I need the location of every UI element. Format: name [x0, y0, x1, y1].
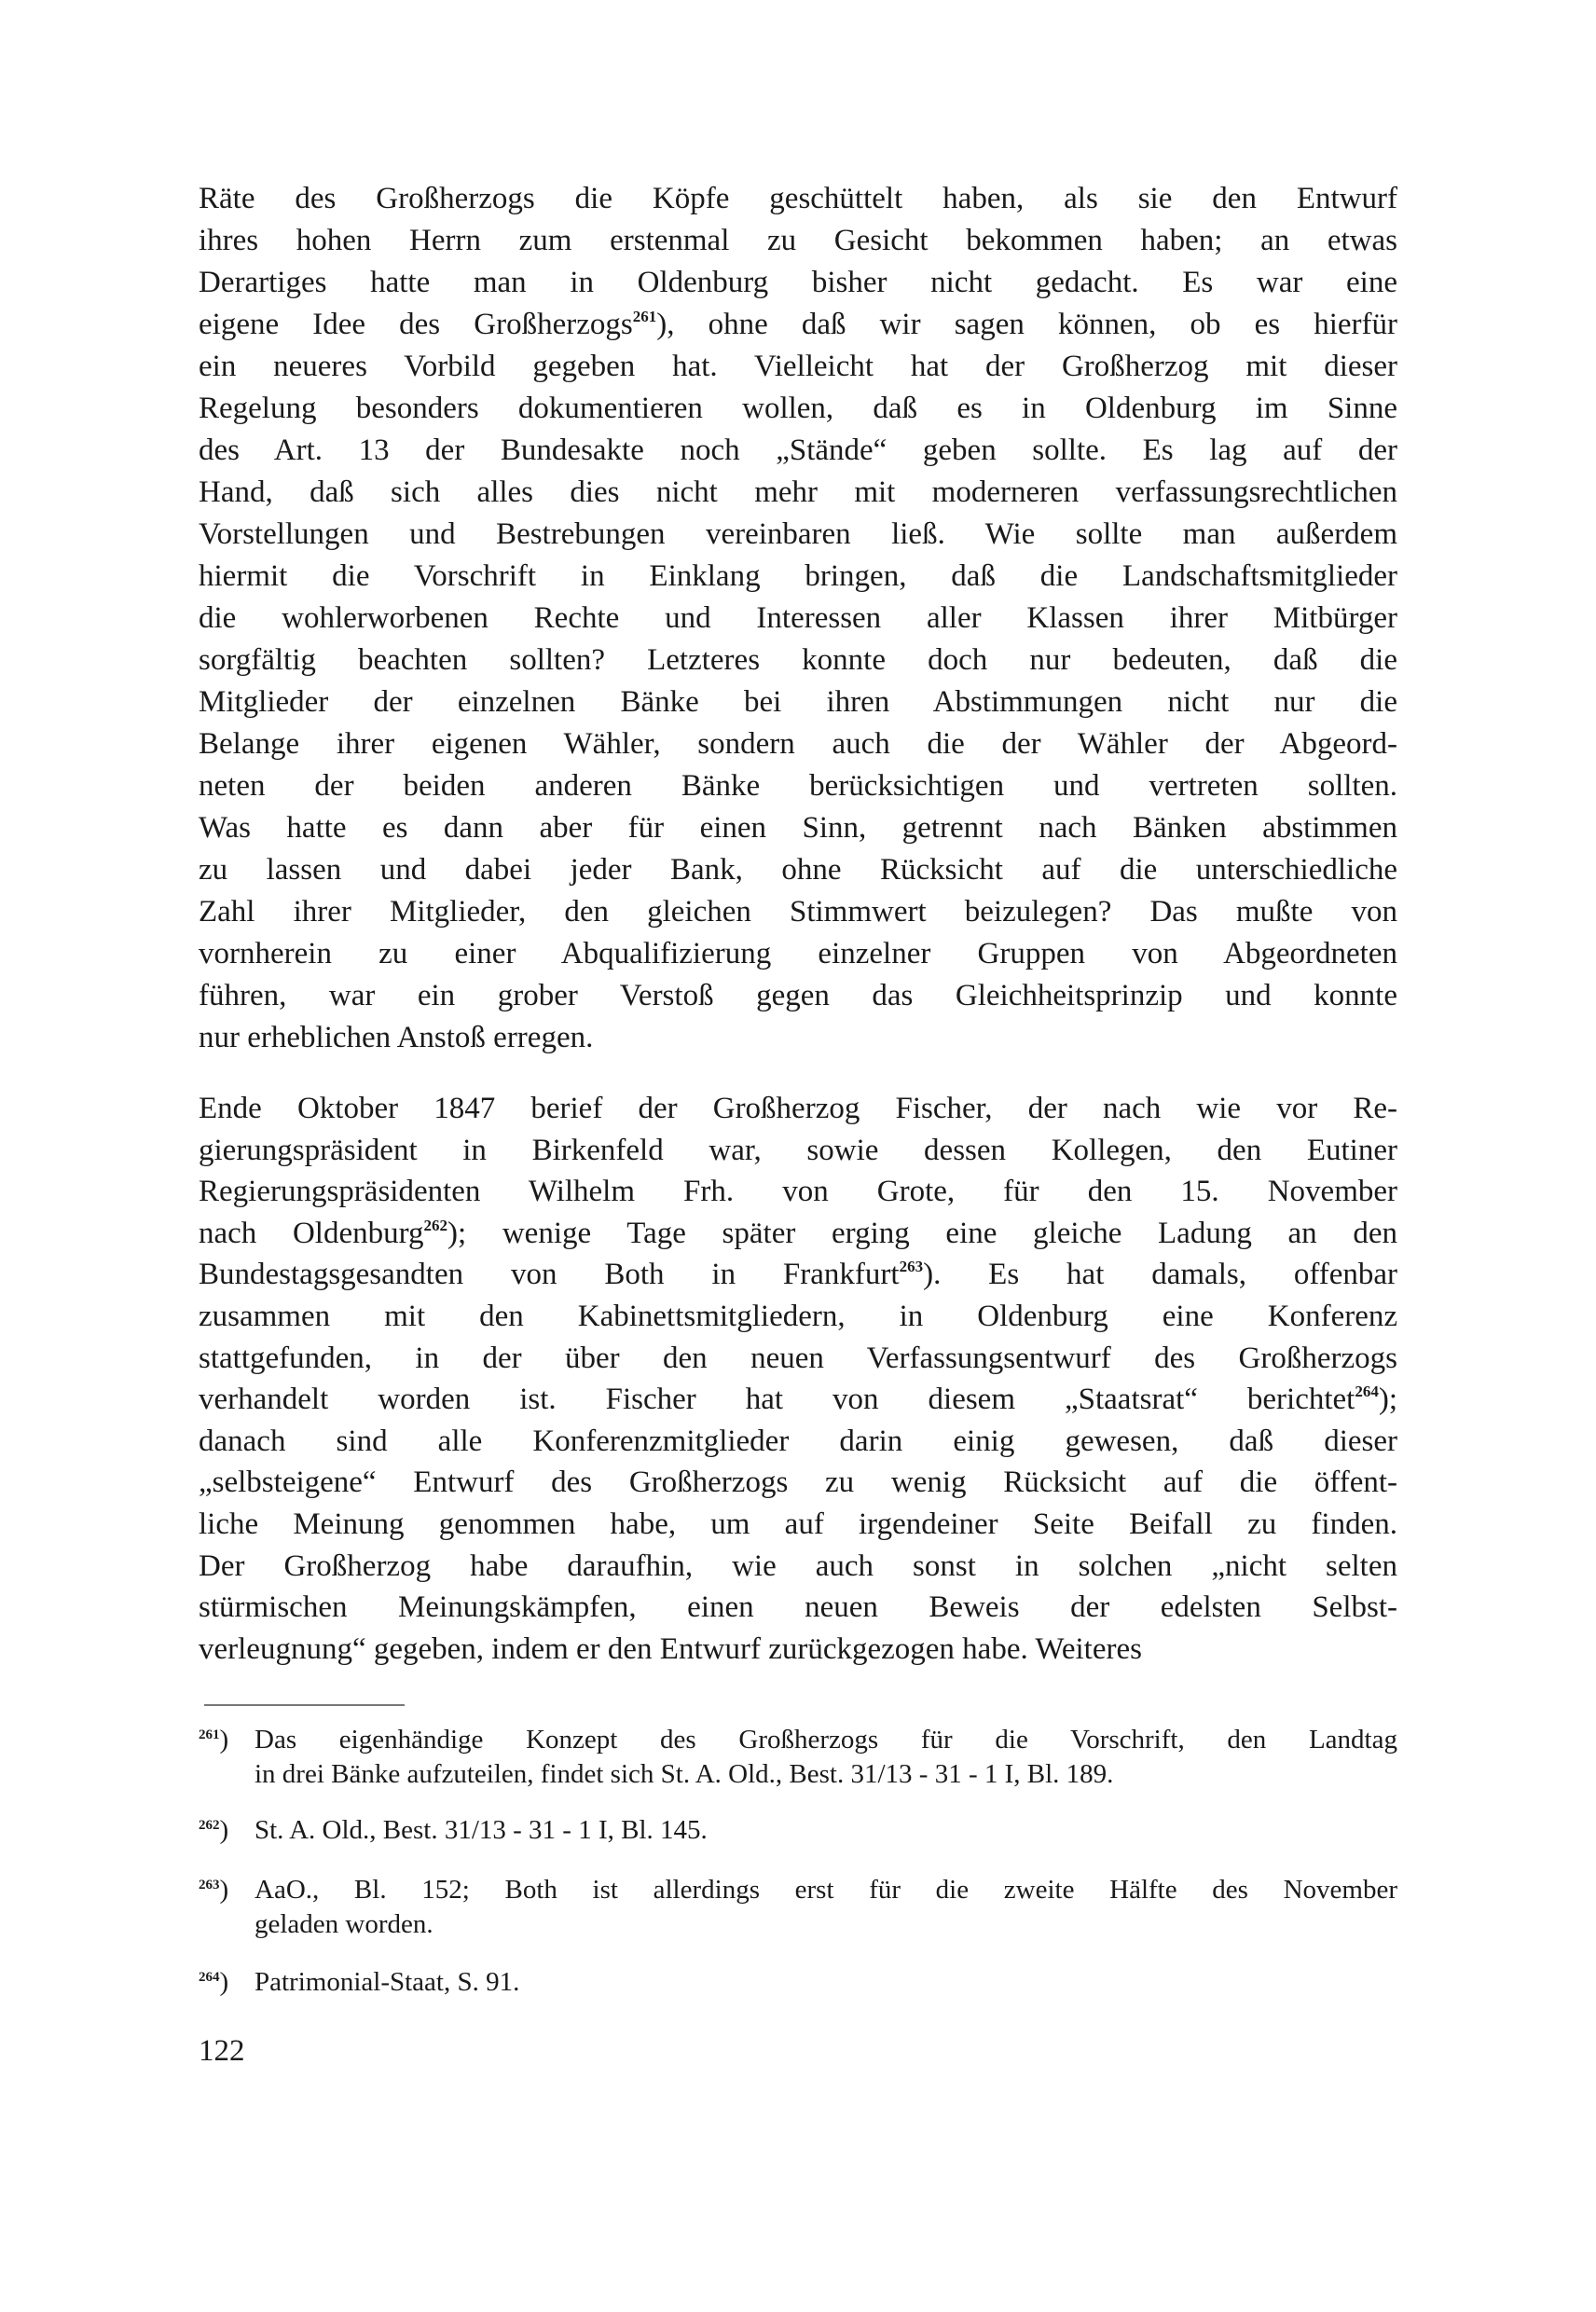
footnote-reference[interactable]: 262: [423, 1216, 448, 1234]
body-paragraph-2: [199, 1088, 1397, 1670]
text-run: eigene Idee des Großherzogs: [199, 308, 633, 341]
text-line: [199, 1130, 1397, 1172]
text-line: [199, 1629, 1397, 1671]
text-run: verhandelt worden ist. Fischer hat von diesem „Staatsrat“ berichtet: [199, 1383, 1355, 1417]
text-run: liche Meinung genommen habe, um auf irgendeiner Seite Beifall zu finden.: [199, 1507, 1397, 1541]
footnote-line: AaO., Bl. 152; Both ist allerdings erst für die zweite Hälfte des November: [255, 1875, 1397, 1905]
footnote-number: $^{263}$): [199, 1875, 229, 1905]
footnote-number-value: 263: [199, 1878, 220, 1892]
footnote-number: $^{261}$): [199, 1725, 229, 1755]
text-run: zusammen mit den Kabinettsmitgliedern, in Oldenburg eine Konferenz: [199, 1299, 1397, 1333]
text-run: ein neueres Vorbild gegeben hat. Vielleicht hat der Großherzog mit dieser: [199, 350, 1397, 383]
text-run: Vorstellungen und Bestrebungen vereinbaren ließ. Wie sollte man außerdem: [199, 517, 1397, 551]
footnote-262: [199, 1813, 1397, 1848]
text-run: Der Großherzog habe daraufhin, wie auch sonst in solchen „nicht selten: [199, 1548, 1397, 1583]
text-run: nur erheblichen Anstoß erregen.: [199, 1021, 594, 1054]
text-run: hiermit die Vorschrift in Einklang bringen, daß die Landschaftsmitglieder: [199, 559, 1397, 593]
text-line: [199, 1088, 1397, 1130]
text-line: [199, 346, 1397, 388]
text-line: [199, 430, 1397, 472]
text-line: [199, 807, 1397, 849]
text-line: [199, 891, 1397, 933]
footnote-line: geladen worden.: [255, 1909, 433, 1939]
text-line: [199, 304, 1397, 346]
text-run: );: [1378, 1383, 1397, 1417]
footnote-number: $^{264}$): [199, 1967, 229, 1997]
text-line: [199, 1379, 1397, 1421]
text-line: [199, 472, 1397, 514]
text-run: Mitglieder der einzelnen Bänke bei ihren Abstimmungen nicht nur die: [199, 685, 1397, 719]
text-line: [199, 1171, 1397, 1213]
page-number: 122: [199, 2034, 245, 2068]
footnote-text: [255, 1723, 1397, 1792]
footnote-text: [255, 1873, 1397, 1942]
text-run: die wohlerworbenen Rechte und Interessen aller Klassen ihrer Mitbürger: [199, 601, 1397, 635]
text-run: ), ohne daß wir sagen können, ob es hierfür: [656, 308, 1398, 341]
text-line: [199, 1504, 1397, 1546]
footnote-number: $^{262}$): [199, 1815, 229, 1845]
text-run: Räte des Großherzogs die Köpfe geschüttelt haben, als sie den Entwurf: [199, 182, 1397, 215]
text-run: führen, war ein grober Verstoß gegen das Gleichheitsprinzip und konnte: [199, 979, 1397, 1012]
text-run: ); wenige Tage später erging eine gleiche Ladung an den: [447, 1216, 1397, 1250]
text-run: Regelung besonders dokumentieren wollen, daß es in Oldenburg im Sinne: [199, 392, 1397, 425]
text-run: Bundestagsgesandten von Both in Frankfurt: [199, 1258, 900, 1292]
footnote-number-value: 264: [199, 1970, 220, 1985]
footnote-line: in drei Bänke aufzuteilen, findet sich St. A. Old., Best. 31/13 - 31 - 1 I, Bl. 189.: [255, 1759, 1114, 1789]
text-line: [199, 933, 1397, 975]
text-run: Zahl ihrer Mitglieder, den gleichen Stimmwert beizulegen? Das mußte von: [199, 895, 1397, 929]
text-run: „selbsteigene“ Entwurf des Großherzogs zu wenig Rücksicht auf die öffent-: [199, 1466, 1397, 1500]
text-line: [199, 220, 1397, 262]
text-run: sorgfältig beachten sollten? Letzteres konnte doch nur bedeuten, daß die: [199, 643, 1397, 677]
text-line: [199, 1017, 1397, 1059]
text-run: ihres hohen Herrn zum erstenmal zu Gesicht bekommen haben; an etwas: [199, 224, 1397, 257]
footnote-text: [255, 1813, 1397, 1848]
footnote-line: St. A. Old., Best. 31/13 - 31 - 1 I, Bl. 145.: [255, 1815, 708, 1845]
text-line: [199, 765, 1397, 807]
footnote-number-value: 262: [199, 1818, 220, 1833]
text-line: [199, 681, 1397, 723]
footnote-264: [199, 1965, 1397, 2000]
footnote-263: [199, 1873, 1397, 1942]
text-line: [199, 1587, 1397, 1629]
footnote-reference[interactable]: 264: [1355, 1383, 1379, 1401]
footnote-text: [255, 1965, 1397, 2000]
text-line: [199, 1421, 1397, 1463]
footnote-line: Das eigenhändige Konzept des Großherzogs für die Vorschrift, den Landtag: [255, 1725, 1397, 1755]
text-line: [199, 388, 1397, 430]
text-line: [199, 178, 1397, 220]
footnote-reference[interactable]: 261: [632, 308, 657, 325]
text-run: danach sind alle Konferenzmitglieder darin einig gewesen, daß dieser: [199, 1424, 1397, 1458]
text-run: stürmischen Meinungskämpfen, einen neuen Beweis der edelsten Selbst-: [199, 1590, 1397, 1625]
text-line: [199, 1462, 1397, 1504]
text-run: des Art. 13 der Bundesakte noch „Stände“ geben sollte. Es lag auf der: [199, 434, 1397, 467]
text-run: stattgefunden, in der über den neuen Verfassungsentwurf des Großherzogs: [199, 1341, 1397, 1375]
text-run: verleugnung“ gegeben, indem er den Entwurf zurückgezogen habe. Weiteres: [199, 1631, 1142, 1666]
text-run: Regierungspräsidenten Wilhelm Frh. von Grote, für den 15. November: [199, 1175, 1397, 1209]
text-run: Derartiges hatte man in Oldenburg bisher nicht gedacht. Es war eine: [199, 266, 1397, 299]
text-line: [199, 849, 1397, 891]
text-line: [199, 1338, 1397, 1380]
text-run: Ende Oktober 1847 berief der Großherzog Fischer, der nach wie vor Re-: [199, 1092, 1397, 1125]
text-line: [199, 598, 1397, 640]
text-line: [199, 1213, 1397, 1255]
text-line: [199, 640, 1397, 681]
footnote-separator: [204, 1704, 405, 1706]
text-line: [199, 262, 1397, 304]
text-line: [199, 975, 1397, 1017]
footnote-reference[interactable]: 263: [899, 1258, 924, 1276]
text-run: neten der beiden anderen Bänke berücksichtigen und vertreten sollten.: [199, 769, 1397, 803]
footnote-number-value: 261: [199, 1727, 220, 1742]
text-line: [199, 723, 1397, 765]
text-run: Was hatte es dann aber für einen Sinn, getrennt nach Bänken abstimmen: [199, 811, 1397, 845]
text-line: [199, 1546, 1397, 1588]
text-run: gierungspräsident in Birkenfeld war, sowie dessen Kollegen, den Eutiner: [199, 1133, 1397, 1167]
text-line: [199, 1254, 1397, 1296]
text-line: [199, 514, 1397, 556]
body-paragraph-1: [199, 178, 1397, 1059]
footnote-line: Patrimonial-Staat, S. 91.: [255, 1967, 520, 1997]
text-line: [199, 1296, 1397, 1338]
text-run: nach Oldenburg: [199, 1216, 424, 1250]
text-line: [199, 556, 1397, 598]
text-run: vornherein zu einer Abqualifizierung einzelner Gruppen von Abgeordneten: [199, 937, 1397, 970]
text-run: Hand, daß sich alles dies nicht mehr mit moderneren verfassungsrechtlichen: [199, 475, 1397, 509]
text-run: Belange ihrer eigenen Wähler, sondern auch die der Wähler der Abgeord-: [199, 727, 1397, 761]
footnote-261: [199, 1723, 1397, 1792]
text-run: zu lassen und dabei jeder Bank, ohne Rücksicht auf die unterschiedliche: [199, 853, 1397, 887]
text-run: ). Es hat damals, offenbar: [923, 1258, 1397, 1292]
